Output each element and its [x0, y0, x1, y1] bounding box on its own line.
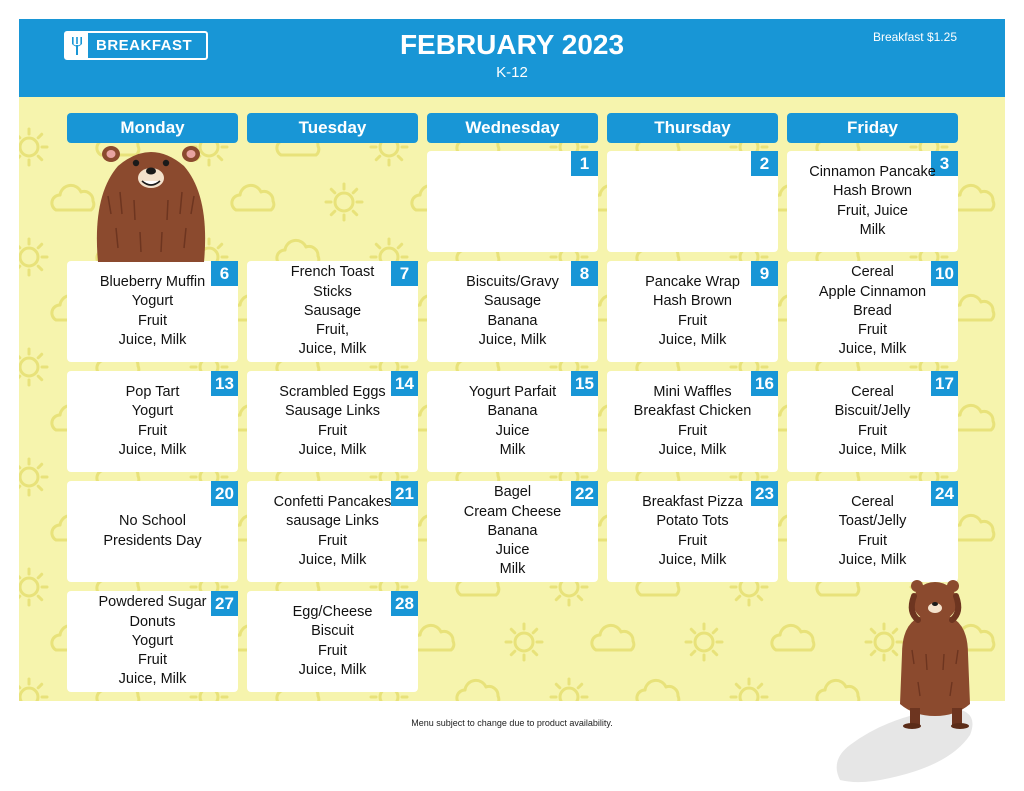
menu-item-line: Confetti Pancakes: [273, 494, 392, 511]
menu-item-line: Fruit: [678, 532, 707, 549]
calendar-day-cell: [247, 261, 418, 362]
menu-items: [607, 151, 778, 252]
day-header-tuesday: Tuesday: [247, 113, 418, 143]
menu-item-line: Juice, Milk: [838, 441, 907, 458]
menu-item-line: Fruit: [678, 422, 707, 439]
cloud-icon: [952, 515, 994, 540]
menu-item-line: Banana: [487, 403, 538, 420]
calendar-day-cell: [67, 591, 238, 692]
calendar-day-cell: [787, 151, 958, 252]
sun-icon: [506, 624, 542, 660]
menu-item-line: Yogurt: [131, 632, 174, 649]
menu-item-line: Juice, Milk: [658, 551, 727, 568]
day-number-badge: 10: [931, 261, 958, 286]
sun-icon: [19, 349, 47, 385]
sun-icon: [19, 679, 47, 701]
menu-item-line: Potato Tots: [656, 513, 729, 530]
calendar-day-cell: [67, 261, 238, 362]
calendar-day-cell: [247, 481, 418, 582]
menu-items: [787, 371, 958, 472]
menu-item-line: Sausage: [483, 293, 542, 310]
menu-items: [607, 261, 778, 362]
groundhog-illustration-standing: [896, 574, 976, 730]
menu-items: [787, 261, 958, 362]
menu-items: [247, 591, 418, 692]
cloud-icon: [952, 295, 994, 320]
menu-item-line: Juice, Milk: [658, 441, 727, 458]
cloud-icon: [952, 185, 994, 210]
menu-items: [427, 481, 598, 582]
menu-item-line: Apple Cinnamon: [818, 283, 927, 300]
menu-page: [19, 19, 1005, 701]
menu-items: [67, 591, 238, 692]
menu-item-line: Sticks: [313, 283, 352, 300]
menu-item-line: Breakfast Chicken: [633, 403, 752, 420]
menu-item-line: Juice, Milk: [298, 661, 367, 678]
menu-item-line: Blueberry Muffin: [99, 274, 206, 291]
menu-item-line: Juice, Milk: [838, 551, 907, 568]
cloud-icon: [772, 625, 814, 650]
menu-item-line: Fruit: [138, 422, 167, 439]
day-header-wednesday: Wednesday: [427, 113, 598, 143]
day-header-monday: Monday: [67, 113, 238, 143]
menu-item-line: Juice, Milk: [118, 441, 187, 458]
day-number-badge: 15: [571, 371, 598, 396]
calendar-day-cell: [427, 481, 598, 582]
menu-item-line: Hash Brown: [833, 183, 912, 200]
menu-items: [247, 481, 418, 582]
grade-subtitle: K-12: [496, 64, 528, 81]
day-number-badge: 20: [211, 481, 238, 506]
menu-items: [67, 261, 238, 362]
calendar-day-cell: [247, 591, 418, 692]
menu-item-line: Cereal: [851, 494, 894, 511]
calendar-day-cell: [787, 371, 958, 472]
menu-item-line: Toast/Jelly: [838, 513, 907, 530]
menu-item-line: Bread: [853, 302, 892, 319]
cloud-icon: [412, 625, 454, 650]
day-number-badge: 7: [391, 261, 418, 286]
menu-item-line: Biscuit/Jelly: [834, 403, 911, 420]
menu-items: [247, 261, 418, 362]
menu-item-line: Scrambled Eggs: [279, 384, 386, 401]
menu-item-line: Juice, Milk: [298, 551, 367, 568]
menu-item-line: Sausage Links: [284, 403, 381, 420]
menu-item-line: Fruit,: [315, 322, 350, 339]
day-number-badge: 3: [931, 151, 958, 176]
menu-item-line: Fruit: [138, 652, 167, 669]
day-number-badge: 28: [391, 591, 418, 616]
menu-item-line: Fruit: [858, 322, 887, 339]
menu-item-line: Cereal: [851, 384, 894, 401]
menu-items: [67, 481, 238, 582]
menu-item-line: Cream Cheese: [463, 503, 562, 520]
menu-item-line: Fruit: [318, 422, 347, 439]
menu-item-line: Sausage: [303, 302, 362, 319]
menu-item-line: Fruit, Juice: [837, 202, 908, 219]
menu-item-line: Pancake Wrap: [645, 274, 740, 291]
menu-items: [427, 261, 598, 362]
menu-item-line: Cereal: [851, 264, 894, 281]
menu-items: [427, 371, 598, 472]
calendar-day-cell: [427, 261, 598, 362]
menu-item-line: Cinnamon Pancake: [809, 164, 936, 181]
menu-item-line: Fruit: [318, 642, 347, 659]
sun-icon: [19, 129, 47, 165]
menu-item-line: Banana: [487, 312, 538, 329]
sun-icon: [19, 569, 47, 605]
menu-item-line: Juice, Milk: [118, 671, 187, 688]
day-number-badge: 1: [571, 151, 598, 176]
header-bar: [19, 19, 1005, 97]
menu-item-line: Fruit: [318, 532, 347, 549]
sun-icon: [326, 184, 362, 220]
calendar-day-cell: [607, 261, 778, 362]
menu-items: [67, 371, 238, 472]
day-number-badge: 14: [391, 371, 418, 396]
menu-item-line: Juice, Milk: [478, 331, 547, 348]
menu-item-line: No School: [119, 513, 186, 530]
menu-item-line: Fruit: [138, 312, 167, 329]
day-number-badge: 16: [751, 371, 778, 396]
menu-item-line: Juice: [495, 542, 530, 559]
cloud-icon: [232, 185, 274, 210]
logo-text: BREAKFAST: [96, 37, 193, 54]
sun-icon: [686, 624, 722, 660]
day-header-friday: Friday: [787, 113, 958, 143]
day-number-badge: 8: [571, 261, 598, 286]
day-header-thursday: Thursday: [607, 113, 778, 143]
day-number-badge: 22: [571, 481, 598, 506]
calendar-day-cell: [67, 481, 238, 582]
menu-item-line: Biscuits/Gravy: [466, 274, 559, 291]
menu-item-line: Banana: [487, 522, 538, 539]
calendar-day-cell: [247, 371, 418, 472]
calendar-day-cell: [607, 371, 778, 472]
calendar-day-cell: [427, 151, 598, 252]
menu-item-line: Juice, Milk: [298, 341, 367, 358]
calendar-day-cell: [607, 151, 778, 252]
footer-note: Menu subject to change due to product availability.: [411, 718, 613, 728]
page-title: FEBRUARY 2023: [399, 29, 625, 60]
sun-icon: [19, 459, 47, 495]
groundhog-illustration: [88, 136, 214, 262]
menu-item-line: Hash Brown: [653, 293, 732, 310]
menu-item-line: Bagel: [493, 484, 532, 501]
menu-item-line: Milk: [499, 441, 526, 458]
menu-item-line: Yogurt Parfait: [468, 384, 557, 401]
menu-item-line: Milk: [499, 561, 526, 578]
day-number-badge: 13: [211, 371, 238, 396]
price-label: Breakfast $1.25: [872, 30, 957, 44]
menu-item-line: Presidents Day: [103, 532, 202, 549]
menu-item-line: Donuts: [129, 613, 176, 630]
day-number-badge: 27: [211, 591, 238, 616]
cloud-icon: [592, 625, 634, 650]
menu-item-line: sausage Links: [286, 513, 379, 530]
menu-item-line: Breakfast Pizza: [642, 494, 743, 511]
menu-items: [427, 151, 598, 252]
cloud-icon: [637, 680, 679, 701]
menu-items: [607, 371, 778, 472]
menu-item-line: Powdered Sugar: [98, 594, 207, 611]
menu-item-line: Pop Tart: [125, 384, 180, 401]
day-number-badge: 21: [391, 481, 418, 506]
menu-item-line: Mini Waffles: [653, 384, 732, 401]
menu-item-line: Fruit: [858, 532, 887, 549]
menu-items: [787, 481, 958, 582]
day-number-badge: 2: [751, 151, 778, 176]
day-number-badge: 17: [931, 371, 958, 396]
menu-item-line: Yogurt: [131, 403, 174, 420]
menu-item-line: Yogurt: [131, 293, 174, 310]
menu-item-line: Juice, Milk: [298, 441, 367, 458]
cloud-icon: [457, 680, 499, 701]
menu-item-line: Juice: [495, 422, 530, 439]
sun-icon: [19, 239, 47, 275]
sun-icon: [551, 679, 587, 701]
menu-item-line: Juice, Milk: [658, 331, 727, 348]
menu-item-line: Biscuit: [311, 623, 354, 640]
calendar-day-cell: [427, 371, 598, 472]
menu-item-line: Fruit: [678, 312, 707, 329]
menu-item-line: Milk: [859, 221, 886, 238]
calendar-day-cell: [607, 481, 778, 582]
day-number-badge: 6: [211, 261, 238, 286]
menu-items: [247, 371, 418, 472]
menu-items: [607, 481, 778, 582]
calendar-day-cell: [67, 371, 238, 472]
sun-icon: [731, 679, 767, 701]
calendar-day-cell: [787, 261, 958, 362]
day-number-badge: 9: [751, 261, 778, 286]
menu-item-line: Juice, Milk: [118, 331, 187, 348]
cloud-icon: [952, 405, 994, 430]
menu-item-line: French Toast: [290, 264, 375, 281]
day-number-badge: 24: [931, 481, 958, 506]
menu-item-line: Egg/Cheese: [292, 604, 373, 621]
menu-item-line: Juice, Milk: [838, 341, 907, 358]
menu-item-line: Fruit: [858, 422, 887, 439]
menu-items: [787, 151, 958, 252]
day-number-badge: 23: [751, 481, 778, 506]
calendar-day-cell: [787, 481, 958, 582]
